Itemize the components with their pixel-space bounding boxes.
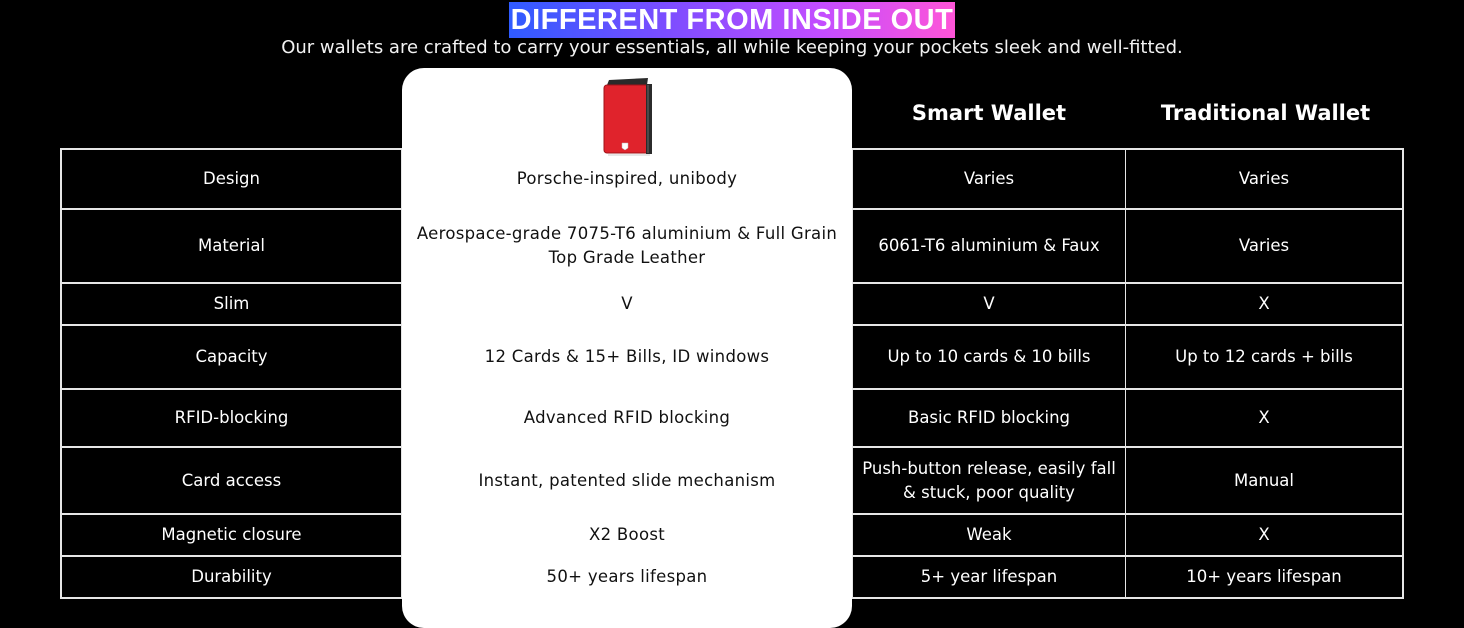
table-row-magnetic-closure bbox=[60, 515, 1404, 555]
table-row-card-access bbox=[60, 448, 1404, 513]
traditional-wallet-value: Varies bbox=[1126, 210, 1404, 282]
product-value: 50+ years lifespan bbox=[546, 567, 708, 586]
smart-wallet-value: Push-button release, easily fall & stuck, poor quality bbox=[852, 448, 1126, 513]
smart-wallet-value: Varies bbox=[852, 150, 1126, 208]
traditional-wallet-value: Manual bbox=[1126, 448, 1404, 513]
product-value: Advanced RFID blocking bbox=[523, 408, 731, 427]
feature-label: Slim bbox=[60, 284, 402, 324]
product-value: Aerospace-grade 7075-T6 aluminium & Full Grain Top Grade Leather bbox=[416, 224, 838, 267]
traditional-wallet-value: 10+ years lifespan bbox=[1126, 557, 1404, 597]
feature-label: RFID-blocking bbox=[60, 390, 402, 446]
page-headline bbox=[0, 2, 1464, 38]
table-row-design bbox=[60, 150, 1404, 208]
table-row-durability bbox=[60, 557, 1404, 597]
smart-wallet-value: 6061-T6 aluminium & Faux bbox=[852, 210, 1126, 282]
headline-text: DIFFERENT FROM INSIDE OUT bbox=[510, 4, 954, 36]
product-value: Porsche-inspired, unibody bbox=[516, 169, 738, 188]
feature-label: Card access bbox=[60, 448, 402, 513]
smart-wallet-value: V bbox=[852, 284, 1126, 324]
product-value: Instant, patented slide mechanism bbox=[478, 470, 776, 490]
product-value: X2 Boost bbox=[588, 525, 666, 544]
table-row-material bbox=[60, 210, 1404, 282]
column-header-traditional-wallet: Traditional Wallet bbox=[1160, 101, 1371, 125]
feature-label: Design bbox=[60, 150, 402, 208]
feature-label: Material bbox=[60, 210, 402, 282]
red-card-wallet-image bbox=[600, 75, 656, 159]
table-rule bbox=[852, 597, 1404, 599]
product-value: 12 Cards & 15+ Bills, ID windows bbox=[484, 347, 770, 366]
traditional-wallet-value: X bbox=[1126, 515, 1404, 555]
table-row-slim bbox=[60, 284, 1404, 324]
product-value: V bbox=[621, 294, 633, 313]
table-row-capacity bbox=[60, 326, 1404, 388]
page-subtitle: Our wallets are crafted to carry your essentials, all while keeping your pockets sleek and well-fitted. bbox=[281, 37, 1183, 58]
traditional-wallet-value: Varies bbox=[1126, 150, 1404, 208]
smart-wallet-value: Up to 10 cards & 10 bills bbox=[852, 326, 1126, 388]
smart-wallet-value: 5+ year lifespan bbox=[852, 557, 1126, 597]
traditional-wallet-value: X bbox=[1126, 390, 1404, 446]
table-rule bbox=[60, 597, 402, 599]
table-row-rfid-blocking bbox=[60, 390, 1404, 446]
feature-label: Capacity bbox=[60, 326, 402, 388]
traditional-wallet-value: Up to 12 cards + bills bbox=[1126, 326, 1404, 388]
feature-label: Durability bbox=[60, 557, 402, 597]
smart-wallet-value: Weak bbox=[852, 515, 1126, 555]
column-header-smart-wallet: Smart Wallet bbox=[911, 101, 1067, 125]
traditional-wallet-value: X bbox=[1126, 284, 1404, 324]
smart-wallet-value: Basic RFID blocking bbox=[852, 390, 1126, 446]
feature-label: Magnetic closure bbox=[60, 515, 402, 555]
